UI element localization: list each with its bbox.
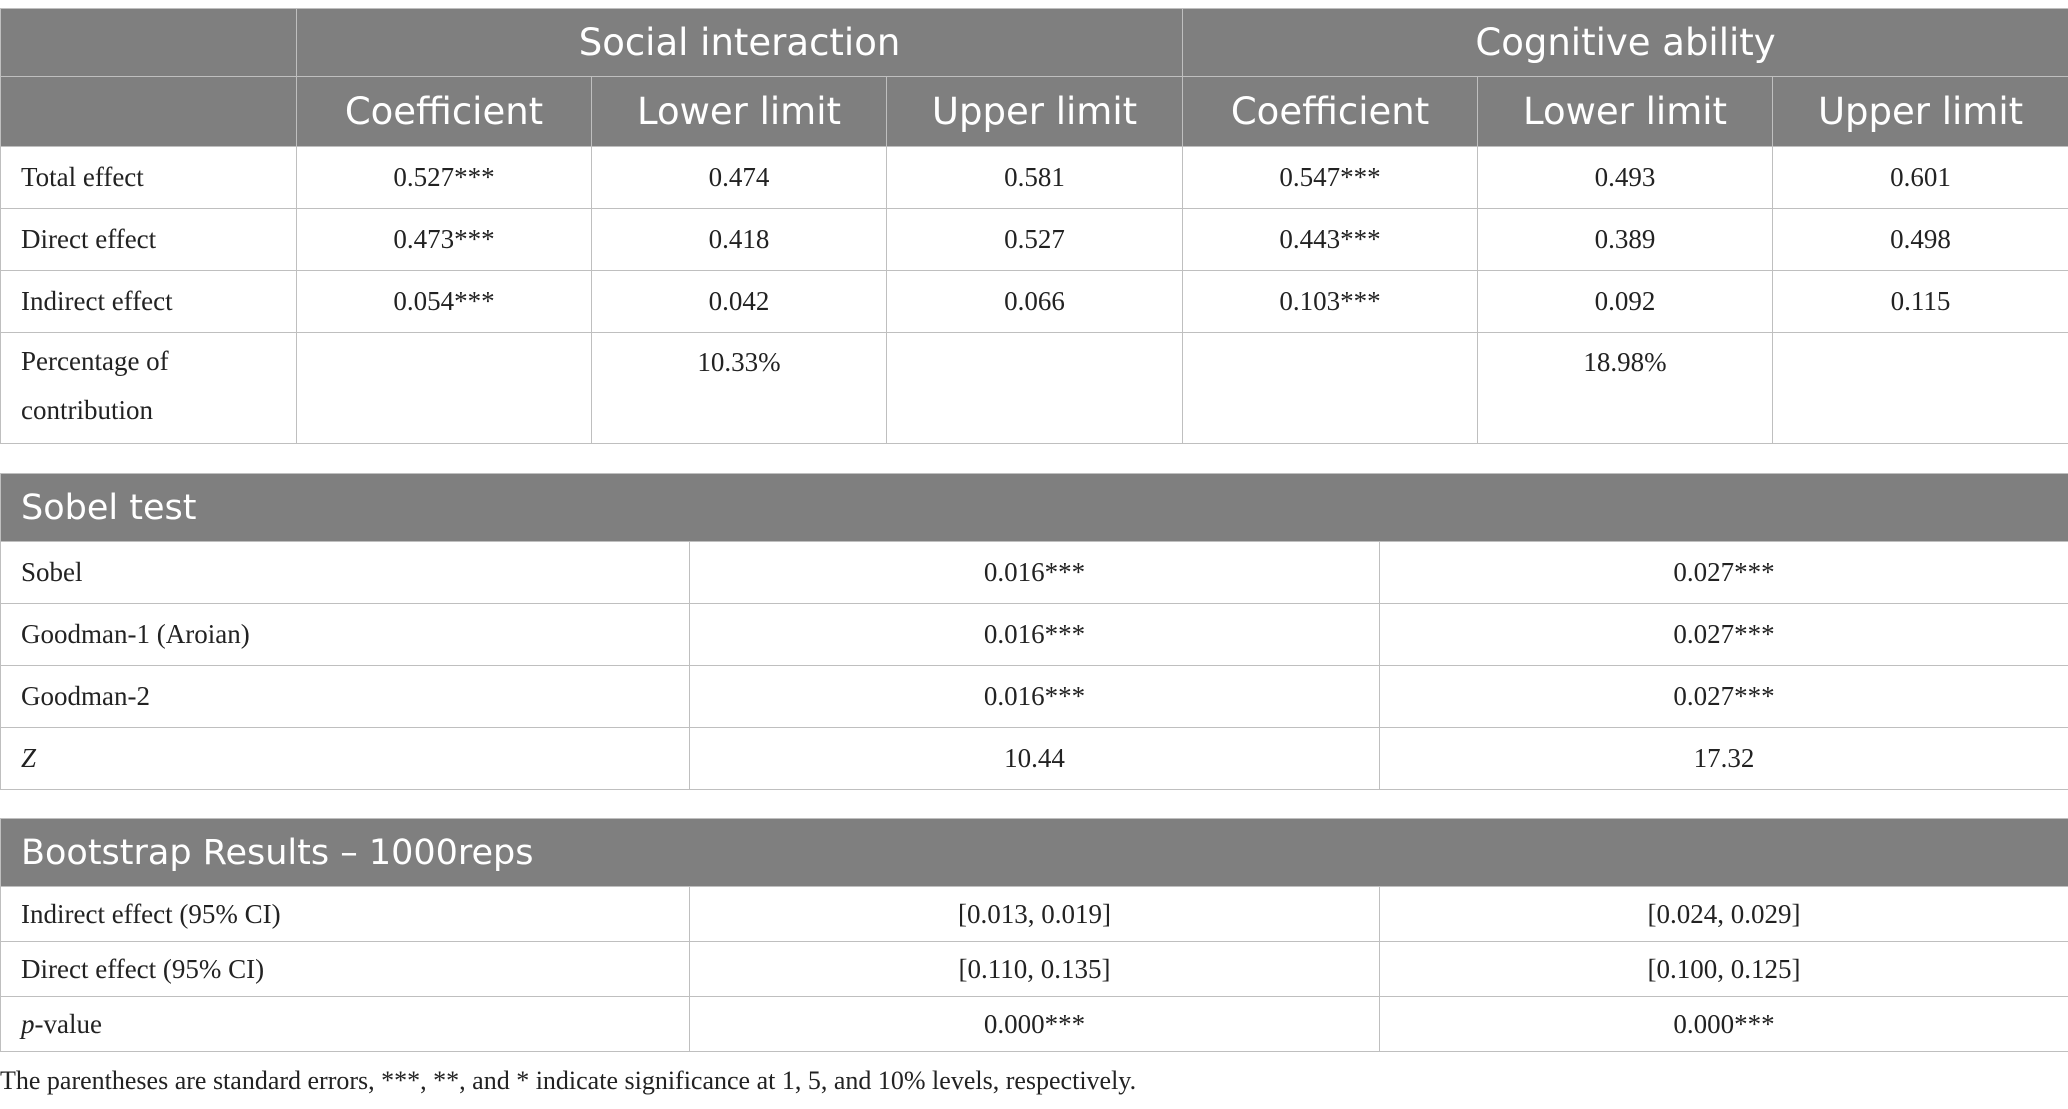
table-cell: 0.474 <box>592 147 887 209</box>
row-label <box>1 728 690 790</box>
table-cell: 0.103*** <box>1183 271 1478 333</box>
col-header-lower-limit: Lower limit <box>592 77 887 147</box>
row-label: Indirect effect <box>1 271 297 333</box>
col-header-coefficient: Coefficient <box>297 77 592 147</box>
table-cell: 0.443*** <box>1183 209 1478 271</box>
table-cell: [0.024, 0.029] <box>1380 887 2068 942</box>
row-label-line: contribution <box>21 395 153 425</box>
table-cell: 0.027*** <box>1380 604 2068 666</box>
row-label: Indirect effect (95% CI) <box>1 887 690 942</box>
table-cell: 18.98% <box>1478 333 1773 444</box>
row-label: Sobel <box>1 542 690 604</box>
header-corner-cell-lower <box>1 77 297 147</box>
col-header-lower-limit: Lower limit <box>1478 77 1773 147</box>
table-row <box>1 147 2068 209</box>
table-cell: 0.527 <box>887 209 1183 271</box>
table-cell: 0.418 <box>592 209 887 271</box>
table-cell: 0.493 <box>1478 147 1773 209</box>
row-label-italic: p <box>21 1008 35 1039</box>
table-row <box>1 887 2068 942</box>
table-cell: 0.000*** <box>1380 997 2068 1052</box>
row-label: Direct effect (95% CI) <box>1 942 690 997</box>
table-row <box>1 666 2068 728</box>
table-cell: 0.527*** <box>297 147 592 209</box>
col-header-upper-limit: Upper limit <box>1773 77 2068 147</box>
table-cell: [0.100, 0.125] <box>1380 942 2068 997</box>
table-row <box>1 209 2068 271</box>
table-cell: 0.473*** <box>297 209 592 271</box>
table-cell: 0.092 <box>1478 271 1773 333</box>
table-cell: 0.016*** <box>690 604 1380 666</box>
table-cell: 0.016*** <box>690 542 1380 604</box>
table-cell: 0.066 <box>887 271 1183 333</box>
table-row <box>1 271 2068 333</box>
table-cell: 0.389 <box>1478 209 1773 271</box>
table-cell: 0.042 <box>592 271 887 333</box>
table-footnote: The parentheses are standard errors, ***, **, and * indicate significance at 1, 5, and 10% levels, respectively. <box>0 1066 1137 1095</box>
table-cell: 0.027*** <box>1380 666 2068 728</box>
table-row <box>1 542 2068 604</box>
section-title: Sobel test <box>1 474 2068 542</box>
col-header-upper-limit: Upper limit <box>887 77 1183 147</box>
table-row <box>1 604 2068 666</box>
table-cell: [0.110, 0.135] <box>690 942 1380 997</box>
section-title: Bootstrap Results – 1000reps <box>1 819 2068 887</box>
row-label <box>1 333 297 444</box>
table-row <box>1 997 2068 1052</box>
table-cell: 10.44 <box>690 728 1380 790</box>
table-cell: 0.581 <box>887 147 1183 209</box>
header-corner-cell <box>1 9 297 77</box>
row-label: Goodman-2 <box>1 666 690 728</box>
row-label: Goodman-1 (Aroian) <box>1 604 690 666</box>
table-cell <box>297 333 592 444</box>
col-header-coefficient: Coefficient <box>1183 77 1478 147</box>
table-cell: 0.016*** <box>690 666 1380 728</box>
table-cell <box>1773 333 2068 444</box>
row-label <box>1 997 690 1052</box>
table-cell: 0.027*** <box>1380 542 2068 604</box>
row-label-rest: -value <box>34 1008 102 1039</box>
group-header-social-interaction: Social interaction <box>297 9 1183 77</box>
table-cell: 0.498 <box>1773 209 2068 271</box>
row-label: Direct effect <box>1 209 297 271</box>
table-cell: 0.054*** <box>297 271 592 333</box>
table-row <box>1 333 2068 444</box>
table-cell: 0.115 <box>1773 271 2068 333</box>
table-row <box>1 728 2068 790</box>
row-label: Total effect <box>1 147 297 209</box>
bootstrap-table <box>0 818 2068 1052</box>
table-cell: 17.32 <box>1380 728 2068 790</box>
sobel-table <box>0 473 2068 790</box>
table-cell <box>887 333 1183 444</box>
table-cell: 0.000*** <box>690 997 1380 1052</box>
effects-table <box>0 8 2068 444</box>
table-cell: 0.601 <box>1773 147 2068 209</box>
table-cell: 0.547*** <box>1183 147 1478 209</box>
table-cell: 10.33% <box>592 333 887 444</box>
row-label-italic: Z <box>21 743 37 773</box>
table-cell <box>1183 333 1478 444</box>
row-label-line: Percentage of <box>21 346 169 376</box>
group-header-cognitive-ability: Cognitive ability <box>1183 9 2068 77</box>
table-cell: [0.013, 0.019] <box>690 887 1380 942</box>
table-row <box>1 942 2068 997</box>
